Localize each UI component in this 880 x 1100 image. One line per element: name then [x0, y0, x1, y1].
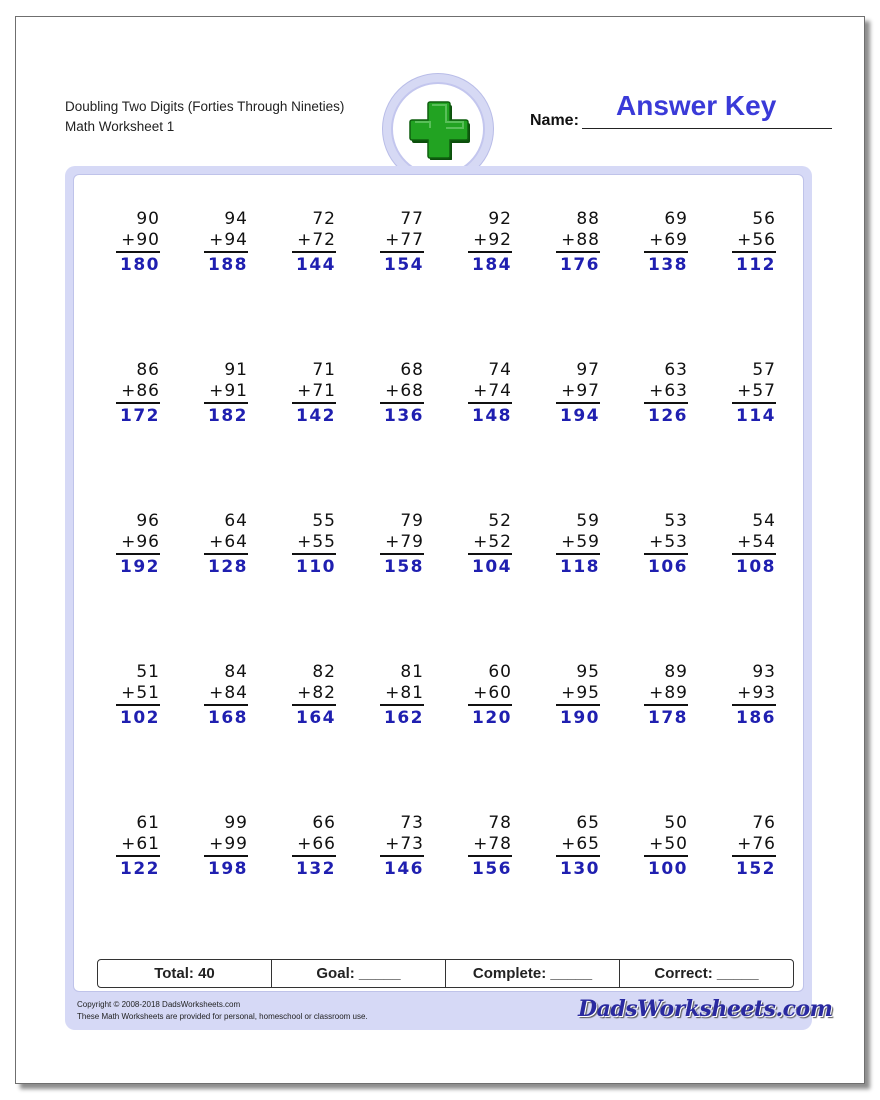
problem	[204, 662, 248, 730]
answer: 184	[472, 255, 512, 275]
second-addend: +78	[468, 834, 512, 857]
second-addend: +65	[556, 834, 600, 857]
badge-inner-circle	[391, 82, 485, 176]
first-addend: 56	[752, 209, 776, 229]
second-addend: +68	[380, 381, 424, 404]
problem	[468, 360, 512, 428]
second-addend: +63	[644, 381, 688, 404]
first-addend: 57	[752, 360, 776, 380]
problem	[644, 662, 688, 730]
problem	[468, 511, 512, 579]
second-addend: +88	[556, 230, 600, 253]
answer: 118	[560, 557, 600, 577]
problem	[556, 360, 600, 428]
answer: 148	[472, 406, 512, 426]
first-addend: 50	[664, 813, 688, 833]
problem	[732, 813, 776, 881]
problem	[732, 662, 776, 730]
answer: 178	[648, 708, 688, 728]
first-addend: 92	[488, 209, 512, 229]
answer: 164	[296, 708, 336, 728]
answer: 192	[120, 557, 160, 577]
first-addend: 61	[136, 813, 160, 833]
problem-area	[73, 174, 804, 992]
second-addend: +54	[732, 532, 776, 555]
first-addend: 63	[664, 360, 688, 380]
problem	[116, 813, 160, 881]
problem	[644, 813, 688, 881]
dadsworksheets-logo: DadsWorksheets.com	[578, 996, 833, 1022]
second-addend: +81	[380, 683, 424, 706]
answer: 132	[296, 859, 336, 879]
problem	[380, 813, 424, 881]
first-addend: 93	[752, 662, 776, 682]
answer: 172	[120, 406, 160, 426]
first-addend: 84	[224, 662, 248, 682]
problem	[732, 360, 776, 428]
second-addend: +86	[116, 381, 160, 404]
answer: 126	[648, 406, 688, 426]
first-addend: 54	[752, 511, 776, 531]
copyright-line-2: These Math Worksheets are provided for personal, homeschool or classroom use.	[77, 1012, 368, 1021]
problem	[204, 813, 248, 881]
answer: 114	[736, 406, 776, 426]
first-addend: 65	[576, 813, 600, 833]
problem	[556, 813, 600, 881]
answer: 156	[472, 859, 512, 879]
answer: 110	[296, 557, 336, 577]
score-correct: Correct: _____	[654, 965, 759, 982]
worksheet-page	[15, 16, 865, 1084]
title-line-2: Math Worksheet 1	[65, 119, 175, 134]
second-addend: +56	[732, 230, 776, 253]
problem	[292, 662, 336, 730]
name-label: Name:	[530, 112, 579, 129]
first-addend: 51	[136, 662, 160, 682]
problem	[380, 511, 424, 579]
second-addend: +53	[644, 532, 688, 555]
second-addend: +55	[292, 532, 336, 555]
problem	[292, 813, 336, 881]
second-addend: +93	[732, 683, 776, 706]
second-addend: +76	[732, 834, 776, 857]
answer: 188	[208, 255, 248, 275]
answer: 162	[384, 708, 424, 728]
first-addend: 96	[136, 511, 160, 531]
second-addend: +79	[380, 532, 424, 555]
first-addend: 82	[312, 662, 336, 682]
answer: 106	[648, 557, 688, 577]
answer: 112	[736, 255, 776, 275]
answer: 130	[560, 859, 600, 879]
answer: 152	[736, 859, 776, 879]
first-addend: 91	[224, 360, 248, 380]
problem	[116, 511, 160, 579]
problem	[644, 360, 688, 428]
problem	[556, 511, 600, 579]
answer: 142	[296, 406, 336, 426]
problem	[204, 360, 248, 428]
first-addend: 81	[400, 662, 424, 682]
first-addend: 60	[488, 662, 512, 682]
copyright-line-1: Copyright © 2008-2018 DadsWorksheets.com	[77, 1000, 241, 1009]
problem	[116, 360, 160, 428]
title-line-1: Doubling Two Digits (Forties Through Nineties)	[65, 99, 345, 114]
score-total: Total: 40	[98, 960, 272, 987]
problem	[644, 209, 688, 277]
second-addend: +59	[556, 532, 600, 555]
second-addend: +66	[292, 834, 336, 857]
problem	[468, 209, 512, 277]
score-goal: Goal: _____	[272, 960, 446, 987]
problem	[380, 360, 424, 428]
second-addend: +99	[204, 834, 248, 857]
problem	[468, 813, 512, 881]
answer-key-text: Answer Key	[616, 90, 777, 121]
answer: 120	[472, 708, 512, 728]
first-addend: 99	[224, 813, 248, 833]
answer: 168	[208, 708, 248, 728]
second-addend: +64	[204, 532, 248, 555]
problem	[116, 662, 160, 730]
first-addend: 77	[400, 209, 424, 229]
first-addend: 68	[400, 360, 424, 380]
first-addend: 95	[576, 662, 600, 682]
answer: 186	[736, 708, 776, 728]
answer: 108	[736, 557, 776, 577]
second-addend: +51	[116, 683, 160, 706]
second-addend: +82	[292, 683, 336, 706]
answer: 180	[120, 255, 160, 275]
first-addend: 66	[312, 813, 336, 833]
copyright-notice	[77, 999, 368, 1023]
first-addend: 79	[400, 511, 424, 531]
problem	[204, 511, 248, 579]
problem	[116, 209, 160, 277]
problem	[380, 662, 424, 730]
first-addend: 59	[576, 511, 600, 531]
first-addend: 52	[488, 511, 512, 531]
worksheet-title	[65, 97, 344, 137]
first-addend: 90	[136, 209, 160, 229]
first-addend: 64	[224, 511, 248, 531]
second-addend: +71	[292, 381, 336, 404]
answer: 100	[648, 859, 688, 879]
problem	[204, 209, 248, 277]
answer: 138	[648, 255, 688, 275]
answer: 104	[472, 557, 512, 577]
first-addend: 86	[136, 360, 160, 380]
problem	[380, 209, 424, 277]
problem	[292, 511, 336, 579]
first-addend: 78	[488, 813, 512, 833]
score-table	[97, 959, 794, 988]
first-addend: 72	[312, 209, 336, 229]
second-addend: +92	[468, 230, 512, 253]
first-addend: 88	[576, 209, 600, 229]
second-addend: +96	[116, 532, 160, 555]
answer: 176	[560, 255, 600, 275]
score-complete: Complete: _____	[446, 960, 620, 987]
second-addend: +97	[556, 381, 600, 404]
problem	[644, 511, 688, 579]
problem	[292, 360, 336, 428]
answer: 144	[296, 255, 336, 275]
answer: 198	[208, 859, 248, 879]
answer: 122	[120, 859, 160, 879]
first-addend: 76	[752, 813, 776, 833]
first-addend: 71	[312, 360, 336, 380]
second-addend: +57	[732, 381, 776, 404]
second-addend: +89	[644, 683, 688, 706]
problem	[732, 209, 776, 277]
first-addend: 97	[576, 360, 600, 380]
second-addend: +95	[556, 683, 600, 706]
problem	[556, 209, 600, 277]
name-field-line[interactable]	[582, 128, 832, 129]
answer: 146	[384, 859, 424, 879]
answer: 194	[560, 406, 600, 426]
second-addend: +90	[116, 230, 160, 253]
answer: 182	[208, 406, 248, 426]
second-addend: +94	[204, 230, 248, 253]
second-addend: +73	[380, 834, 424, 857]
answer: 158	[384, 557, 424, 577]
answer: 102	[120, 708, 160, 728]
second-addend: +61	[116, 834, 160, 857]
first-addend: 94	[224, 209, 248, 229]
problem	[292, 209, 336, 277]
answer: 154	[384, 255, 424, 275]
first-addend: 55	[312, 511, 336, 531]
first-addend: 53	[664, 511, 688, 531]
problem-grid	[74, 175, 803, 991]
second-addend: +50	[644, 834, 688, 857]
answer: 128	[208, 557, 248, 577]
first-addend: 74	[488, 360, 512, 380]
answer: 190	[560, 708, 600, 728]
second-addend: +84	[204, 683, 248, 706]
plus-icon	[408, 98, 470, 160]
first-addend: 69	[664, 209, 688, 229]
second-addend: +77	[380, 230, 424, 253]
second-addend: +72	[292, 230, 336, 253]
second-addend: +91	[204, 381, 248, 404]
problem	[732, 511, 776, 579]
first-addend: 73	[400, 813, 424, 833]
second-addend: +74	[468, 381, 512, 404]
problem	[556, 662, 600, 730]
problem	[468, 662, 512, 730]
second-addend: +69	[644, 230, 688, 253]
problem-frame	[65, 166, 833, 1030]
first-addend: 89	[664, 662, 688, 682]
answer: 136	[384, 406, 424, 426]
second-addend: +60	[468, 683, 512, 706]
second-addend: +52	[468, 532, 512, 555]
